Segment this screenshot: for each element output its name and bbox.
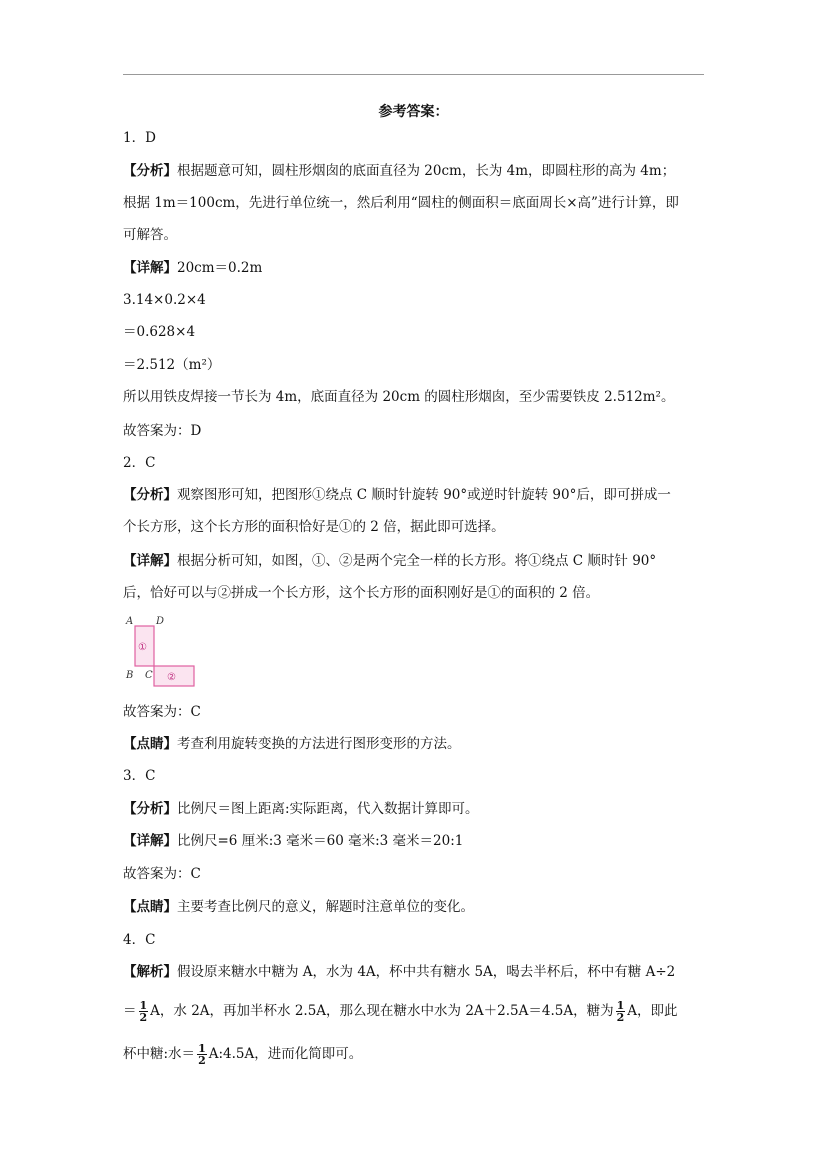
q1-detail-tag: 【详解】 <box>123 260 177 276</box>
q3-analysis-tag: 【分析】 <box>123 801 177 817</box>
rotation-figure <box>123 612 203 692</box>
fraction-half <box>139 1000 149 1023</box>
q4-line-1 <box>123 962 675 982</box>
fraction-numerator: 1 <box>616 999 625 1012</box>
q1-analysis-line-2: 根据 1m＝100cm，先进行单位统一，然后利用“圆柱的侧面积＝底面周长×高”进行计算，即 <box>123 195 679 211</box>
q2-analysis-line-2: 个长方形，这个长方形的面积恰好是①的 2 倍，据此即可选择。 <box>123 519 505 535</box>
q4-line-3-a: 杯中糖:水＝ <box>123 1046 196 1062</box>
q4-line-2-c: A，即此 <box>627 1003 678 1019</box>
q2-answer: 故答案为：C <box>123 704 201 720</box>
q1-analysis-line-3: 可解答。 <box>123 227 177 243</box>
q2-comment-text: 考查利用旋转变换的方法进行图形变形的方法。 <box>177 736 461 752</box>
q1-detail-line-5: 所以用铁皮焊接一节长为 4m，底面直径为 20cm 的圆柱形烟囱，至少需要铁皮 2.512m²。 <box>123 389 675 405</box>
q4-line-2-a: ＝ <box>123 1003 137 1019</box>
q3-comment-text: 主要考查比例尺的意义，解题时注意单位的变化。 <box>177 899 474 915</box>
fraction-numerator: 1 <box>139 999 148 1012</box>
q2-detail-line-2: 后，恰好可以与②拼成一个长方形，这个长方形的面积刚好是①的面积的 2 倍。 <box>123 585 600 601</box>
q1-answer: 故答案为：D <box>123 423 202 439</box>
label-c: C <box>145 670 153 681</box>
fraction-numerator: 1 <box>198 1042 206 1055</box>
q3-comment-tag: 【点睛】 <box>123 899 177 915</box>
q4-number: 4．C <box>123 932 156 948</box>
fraction-denominator: 2 <box>616 1011 625 1024</box>
q3-detail-line <box>123 831 463 851</box>
q1-number: 1．D <box>123 130 156 146</box>
q1-analysis-tag: 【分析】 <box>123 163 177 179</box>
q4-line-2-b: A，水 2A，再加半杯水 2.5A，那么现在糖水中水为 2A＋2.5A＝4.5A，糖为 <box>150 1003 614 1019</box>
q1-analysis-text-1: 根据题意可知，圆柱形烟囱的底面直径为 20cm，长为 4m，即圆柱形的高为 4m； <box>177 163 676 179</box>
q2-detail-tag: 【详解】 <box>123 553 177 569</box>
q1-detail-text-1: 20cm＝0.2m <box>177 260 263 276</box>
q1-detail-line-4: ＝2.512（m²） <box>123 357 221 373</box>
q2-comment-line <box>123 734 461 754</box>
q3-number: 3．C <box>123 768 156 784</box>
q4-line-3 <box>123 1043 362 1066</box>
q1-detail-line-1 <box>123 258 262 278</box>
page-title: 参考答案： <box>378 104 449 120</box>
q1-detail-line-3: ＝0.628×4 <box>123 324 196 340</box>
q1-analysis-line-1 <box>123 161 675 181</box>
q2-number: 2．C <box>123 455 156 471</box>
q2-detail-line-1 <box>123 551 656 571</box>
label-b: B <box>126 670 134 681</box>
fraction-half <box>197 1043 207 1066</box>
q3-answer: 故答案为：C <box>123 866 201 882</box>
fraction-denominator: 2 <box>139 1011 148 1024</box>
q3-analysis-line <box>123 799 479 819</box>
fraction-half <box>616 1000 626 1023</box>
q3-detail-text: 比例尺=6 厘米:3 毫米＝60 毫米:3 毫米＝20:1 <box>177 833 464 849</box>
q3-comment-line <box>123 897 474 917</box>
q1-detail-line-2: 3.14×0.2×4 <box>123 292 206 308</box>
q2-analysis-text-1: 观察图形可知，把图形①绕点 C 顺时针旋转 90°或逆时针旋转 90°后，即可拼成一 <box>177 487 671 503</box>
q3-detail-tag: 【详解】 <box>123 833 177 849</box>
fraction-denominator: 2 <box>198 1054 206 1067</box>
label-d: D <box>156 616 165 627</box>
q4-analysis-tag: 【解析】 <box>123 964 177 980</box>
q3-analysis-text: 比例尺＝图上距离:实际距离，代入数据计算即可。 <box>177 801 479 817</box>
q2-detail-text-1: 根据分析可知，如图，①、②是两个完全一样的长方形。将①绕点 C 顺时针 90° <box>177 553 657 569</box>
header-rule <box>123 74 704 75</box>
q2-comment-tag: 【点睛】 <box>123 736 177 752</box>
q2-analysis-line-1 <box>123 485 671 505</box>
shape-2-label: ② <box>167 672 176 683</box>
q4-line-1-text: 假设原来糖水中糖为 A，水为 4A，杯中共有糖水 5A，喝去半杯后，杯中有糖 A÷2 <box>177 964 676 980</box>
shape-1-label: ① <box>138 642 147 653</box>
q2-analysis-tag: 【分析】 <box>123 487 177 503</box>
q4-line-2 <box>123 1000 678 1023</box>
q4-line-3-b: A:4.5A，进而化简即可。 <box>208 1046 363 1062</box>
label-a: A <box>126 616 134 627</box>
